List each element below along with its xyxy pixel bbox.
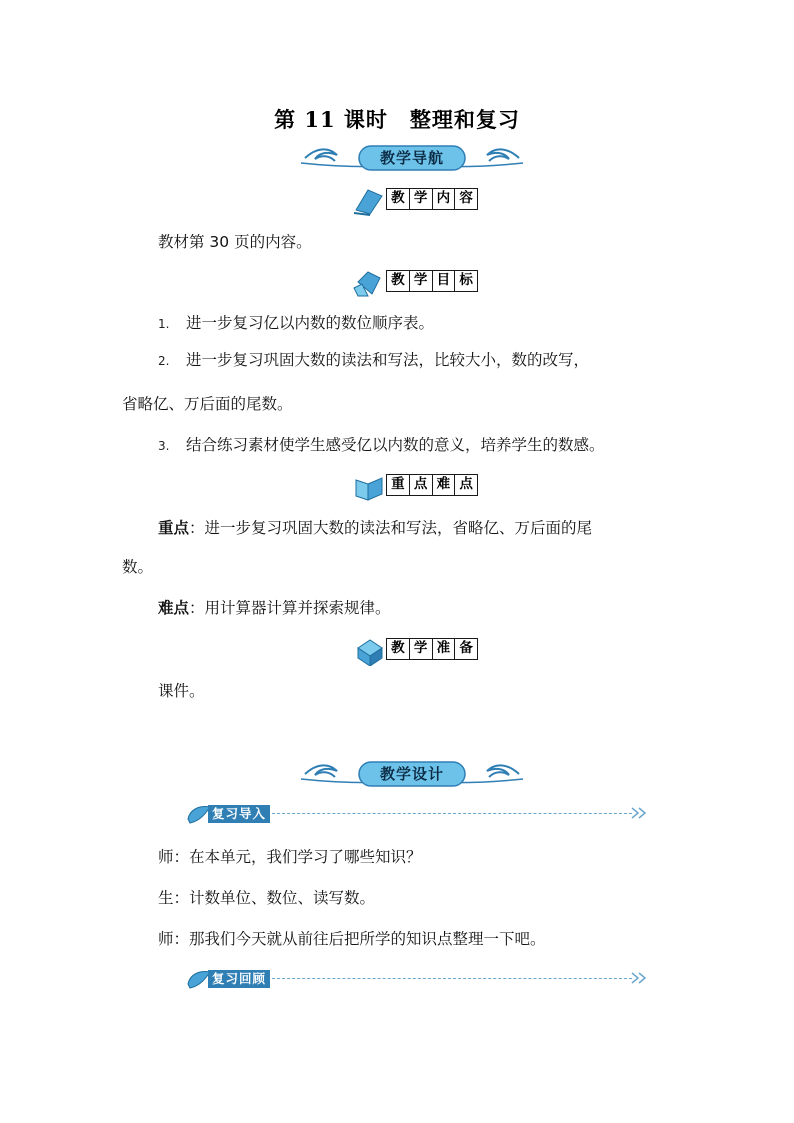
- prep-text: 课件。: [158, 682, 205, 700]
- heading-char: 容: [459, 190, 473, 206]
- hard-point-text: ：用计算器计算并探索规律。: [189, 599, 391, 617]
- goal-number: 1.: [158, 317, 170, 331]
- heading-char: 点: [459, 476, 473, 492]
- open-book-icon: [352, 472, 386, 502]
- goal-item-2: [158, 349, 589, 372]
- goal-number: 3.: [158, 439, 170, 453]
- heading-char: 备: [459, 640, 473, 656]
- dashed-divider: [272, 978, 632, 979]
- goal-text: 结合练习素材使学生感受亿以内数的意义，培养学生的数感。: [186, 436, 605, 454]
- tag-label: 复习导入: [208, 805, 270, 823]
- heading-char: 教: [387, 271, 410, 291]
- dashed-divider: [272, 813, 632, 814]
- goal-item-2-cont: 省略亿、万后面的尾数。: [122, 395, 293, 413]
- key-point-line: [158, 517, 592, 539]
- double-chevron-right-icon: [630, 971, 648, 985]
- heading-char: 标: [459, 272, 473, 288]
- dialogue-line-1: 师：在本单元，我们学习了哪些知识？: [158, 848, 422, 866]
- goal-item-1: [158, 312, 434, 335]
- tag-label: 复习回顾: [208, 970, 270, 988]
- banner-teaching-design: [297, 759, 527, 789]
- heading-char: 学: [410, 271, 433, 291]
- heading-char: 点: [410, 475, 433, 495]
- heading-chars-box: [386, 474, 478, 496]
- double-chevron-right-icon: [630, 806, 648, 820]
- heading-chars-box: [386, 638, 478, 660]
- heading-char: 目: [433, 271, 456, 291]
- key-point-text: ：进一步复习巩固大数的读法和写法，省略亿、万后面的尾: [189, 519, 593, 537]
- key-point-label: 重点: [158, 519, 190, 537]
- heading-char: 重: [387, 475, 410, 495]
- book-icon: [352, 186, 386, 216]
- gem-icon: [352, 268, 386, 298]
- hard-point-label: 难点: [158, 599, 190, 617]
- content-text: 教材第 30 页的内容。: [158, 233, 312, 251]
- heading-chars-box: [386, 270, 478, 292]
- heading-char: 教: [387, 189, 410, 209]
- heading-char: 难: [433, 475, 456, 495]
- heading-char: 准: [433, 639, 456, 659]
- hard-point-line: [158, 597, 391, 619]
- heading-char: 学: [410, 639, 433, 659]
- dialogue-line-3: 师：那我们今天就从前往后把所学的知识点整理一下吧。: [158, 930, 546, 948]
- heading-char: 教: [387, 639, 410, 659]
- heading-chars-box: [386, 188, 478, 210]
- goal-text: 进一步复习亿以内数的数位顺序表。: [186, 314, 435, 332]
- banner-teaching-design-label: 教学设计: [379, 765, 444, 783]
- cube-icon: [352, 636, 386, 666]
- heading-char: 学: [410, 189, 433, 209]
- goal-item-3: [158, 434, 605, 457]
- banner-teaching-guide-label: 教学导航: [379, 149, 444, 167]
- heading-char: 内: [433, 189, 456, 209]
- goal-text: 进一步复习巩固大数的读法和写法，比较大小，数的改写，: [186, 351, 590, 369]
- goal-number: 2.: [158, 354, 170, 368]
- tag-review-intro: [186, 803, 646, 825]
- page-title: 第 11 课时 整理和复习: [274, 107, 520, 132]
- banner-teaching-guide: [297, 143, 527, 173]
- key-point-cont: 数。: [122, 558, 154, 576]
- tag-review-recap: [186, 968, 646, 990]
- dialogue-line-2: 生：计数单位、数位、读写数。: [158, 889, 376, 907]
